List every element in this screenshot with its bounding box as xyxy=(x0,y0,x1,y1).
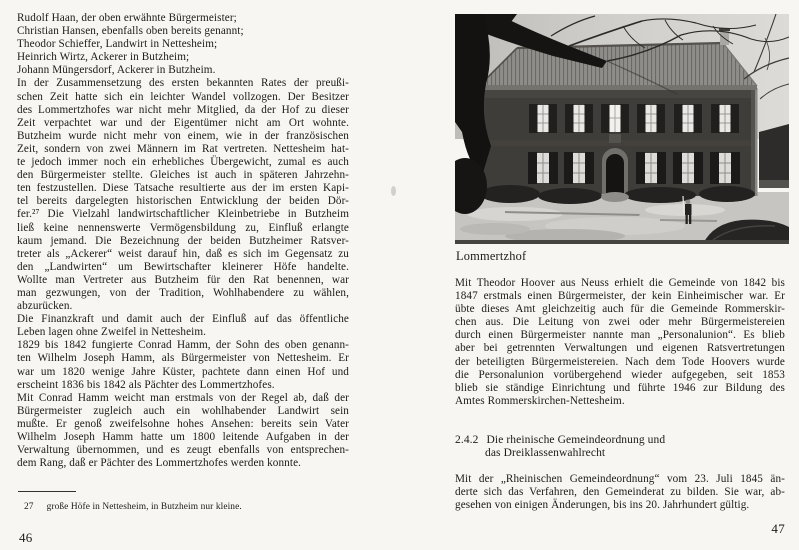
footnote-text: große Höfe in Nettesheim, in Butzheim nur kleine. xyxy=(46,502,242,512)
right-page-paragraph-1 xyxy=(455,277,785,408)
right-page-paragraph-2 xyxy=(455,473,785,512)
page-number-left: 46 xyxy=(19,530,33,545)
text-line: Butzheim wurde nicht mehr von einem, wie in der französischen xyxy=(17,129,349,142)
text-line: Zeit verpachtet war und der Eigentümer nicht am Ort wohnte. xyxy=(17,116,349,129)
page-number-right: 47 xyxy=(771,521,785,536)
text-line: Heinrich Wirtz, Ackerer in Butzheim; xyxy=(17,51,190,64)
section-number: 2.4.2 xyxy=(455,434,479,446)
text-line: In der Zusammensetzung des ersten bekannten Rates der preußi- xyxy=(17,77,349,90)
text-line: fer.²⁷ Die Vielzahl landwirtschaftlicher Kleinbetriebe in Butzheim xyxy=(17,208,349,221)
text-line: ten Wilhelm Joseph Hamm, als Bürgermeister von Nettesheim. Er xyxy=(17,352,349,365)
text-line: tel bereits dargelegten historischen Entwicklung der beiden Dör- xyxy=(17,195,349,208)
text-line: aber bei getrennten Verwaltungen und eigenen Ratsvertretungen xyxy=(455,342,785,355)
text-line: gesehen von einigen Änderungen, bis ins 20. Jahrhundert gültig. xyxy=(455,499,750,512)
text-line: Mit der „Rheinischen Gemeindeordnung“ vom 23. Juli 1845 än- xyxy=(455,473,785,485)
text-line: mußte. Er genoß zweifelsohne hohes Ansehen: bereits sein Vater xyxy=(17,417,349,430)
text-line: erscheint 1836 bis 1842 als Pächter des Lommertzhofes. xyxy=(17,378,275,391)
text-line: Mit Theodor Hoover aus Neuss erhielt die Gemeinde von 1842 bis xyxy=(455,277,785,289)
text-line: ließ keine nennenswerte Vermögensbildung zu, Einfluß erlangte xyxy=(17,221,349,234)
text-line: kaum jemand. Die Bezeichnung der beiden Butzheimer Ratsver- xyxy=(17,234,349,247)
text-line: Wollte man Vertreter aus Butzheim für den Rat benennen, war xyxy=(17,273,349,286)
text-line: den „Landwirten“ um Bewirtschafter kleinerer Höfe handelte. xyxy=(17,260,349,273)
text-line: 1847 erstmals einen Bürgermeister, der kein Einheimischer war. Er xyxy=(455,290,785,303)
text-line: Christian Hansen, ebenfalls oben bereits genannt; xyxy=(17,25,244,38)
text-line: Zeit, sondern von zwei Männern im Rat vertreten. Nettesheim hat- xyxy=(17,142,349,155)
lommertzhof-photo xyxy=(455,14,789,244)
text-line: te jedoch immer noch ein erhebliches Übergewicht, zumal es auch xyxy=(17,156,349,169)
text-line: übte dieses Amt gleichzeitig auch für die Gemeinde Rommerskir- xyxy=(455,303,785,316)
text-line: dem Rang, daß er Pächter des Lommertzhofes werden konnte. xyxy=(17,457,302,470)
text-line: Amtes Rommerskirchen-Nettesheim. xyxy=(455,394,625,407)
text-line: ten festzustellen. Diese Tatsache resultierte aus der im ersten Kapi- xyxy=(17,182,349,195)
text-line: Die Finanzkraft und damit auch der Einfluß auf das öffentliche xyxy=(17,313,349,326)
left-page-body-text xyxy=(17,12,349,470)
text-line: Verwaltung übernommen, und es zeugt ebenfalls von entsprechen- xyxy=(17,444,349,457)
text-line: Theodor Schieffer, Landwirt in Nettesheim; xyxy=(17,38,218,51)
text-line: Rudolf Haan, der oben erwähnte Bürgermeister; xyxy=(17,12,237,24)
text-line: 1829 bis 1842 fungierte Conrad Hamm, der Sohn des oben genann- xyxy=(17,339,349,352)
text-line: derte sich das Verfahren, den Gemeinderat zu bilden. Sie war, ab- xyxy=(455,486,785,499)
text-line: den Bürgermeister stellte. Gleiches ist auch in späteren Jahrzehn- xyxy=(17,169,349,182)
text-line: Johann Müngersdorf, Ackerer in Butzheim. xyxy=(17,64,216,77)
text-line: treter als „Ackerer“ weist darauf hin, daß es sich im Gegensatz zu xyxy=(17,247,349,260)
text-line: chen aus. Die Leitung von zwei oder mehr Bürgermeistereien xyxy=(455,316,785,329)
text-line: blieb sie ständige Einrichtung und führte 1946 zur Bildung des xyxy=(455,381,785,394)
section-heading-line2: das Dreiklassenwahlrecht xyxy=(485,447,606,460)
text-line: Leben lagen ohne Zweifel in Nettesheim. xyxy=(17,326,207,339)
text-line: Wilhelm Joseph Hamm hatte um 1800 leitende Aufgaben in der xyxy=(17,431,349,443)
photo-caption: Lommertzhof xyxy=(456,249,527,263)
text-line: die Personalunion vorübergehend wieder aufgegeben, seit 1853 xyxy=(455,368,785,381)
photo-illustration xyxy=(455,14,789,244)
scan-smudge xyxy=(391,186,396,196)
footnote xyxy=(24,502,242,512)
text-line: man gezwungen, von der Tradition, Wohlhabendere zu wählen, xyxy=(17,286,349,299)
section-title-line1: Die rheinische Gemeindeordnung und xyxy=(486,434,666,446)
footnote-rule xyxy=(18,491,76,492)
text-line: war um 1820 wenige Jahre Küster, pachtete dann einen Hof und xyxy=(17,365,349,378)
text-line: abzurücken. xyxy=(17,300,73,313)
text-line: schen Zeit hatte sich ein leichter Wandel vollzogen. Der Besitzer xyxy=(17,90,349,103)
section-heading-line1 xyxy=(455,434,785,447)
footnote-marker: 27 xyxy=(24,502,34,512)
text-line: durch einen Bürgermeister nannte man „Personalunion“. Es blieb xyxy=(455,329,785,342)
text-line: Bürgermeister zugleich auch ein wohlhabender Landwirt sein xyxy=(17,404,349,417)
text-line: des Lommertzhofes war nicht mehr Mitglied, da der Hof zu dieser xyxy=(17,103,349,116)
section-heading xyxy=(455,434,785,461)
text-line: der beteiligten Bürgermeistereien. Nach dem Tode Hoovers wurde xyxy=(455,355,785,368)
text-line: Mit Conrad Hamm weicht man erstmals von der Regel ab, daß der xyxy=(17,391,349,404)
